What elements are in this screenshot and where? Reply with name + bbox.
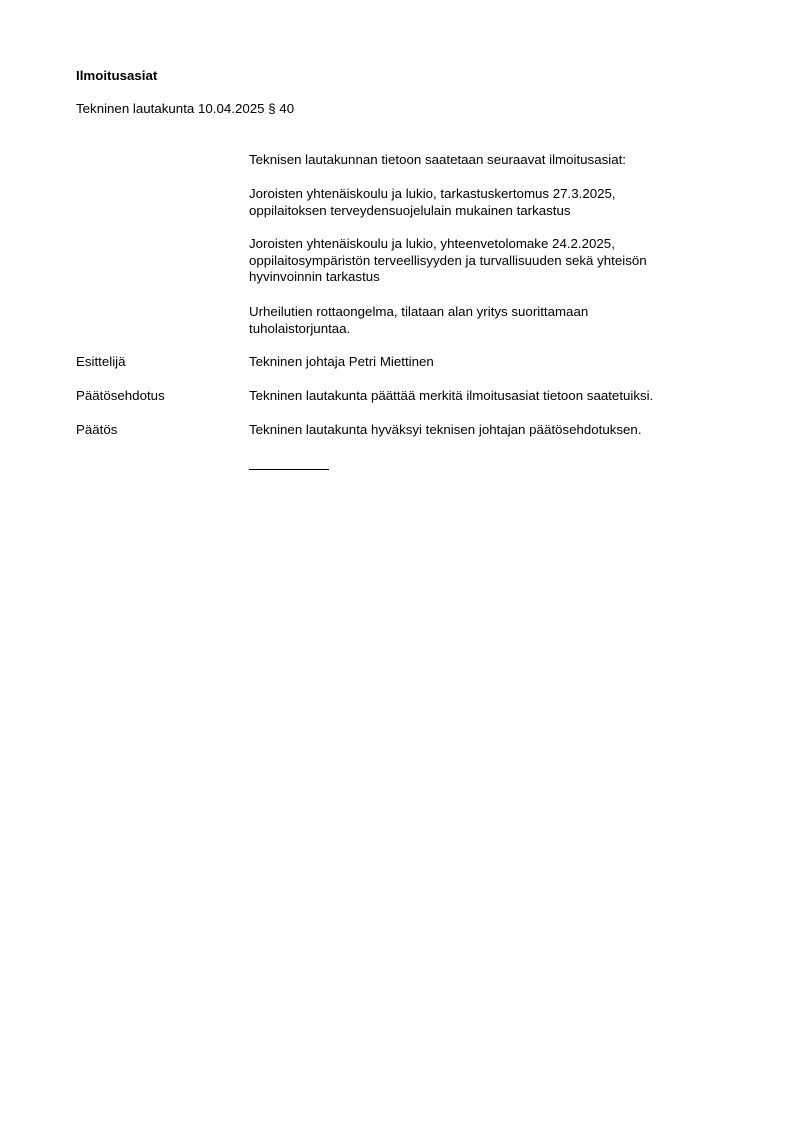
notice-item-line: oppilaitosympäristön terveellisyyden ja turvallisuuden sekä yhteisön [249, 252, 647, 268]
end-divider [249, 469, 329, 470]
meeting-reference: Tekninen lautakunta 10.04.2025 § 40 [76, 101, 295, 116]
proposal-value: Tekninen lautakunta päättää merkitä ilmoitusasiat tietoon saatetuiksi. [249, 388, 654, 403]
notice-item [249, 304, 719, 337]
presenter-value: Tekninen johtaja Petri Miettinen [249, 354, 434, 369]
notice-item-line: tuholaistorjuntaa. [249, 320, 351, 336]
proposal-label: Päätösehdotus [76, 388, 165, 403]
notice-item-line: Urheilutien rottaongelma, tilataan alan yritys suorittamaan [249, 304, 589, 319]
notice-item-line: oppilaitoksen terveydensuojelulain mukainen tarkastus [249, 202, 571, 218]
notice-item [249, 236, 719, 286]
decision-value: Tekninen lautakunta hyväksyi teknisen johtajan päätösehdotuksen. [249, 422, 642, 437]
notice-item-line: Joroisten yhtenäiskoulu ja lukio, tarkastuskertomus 27.3.2025, [249, 186, 616, 201]
intro-paragraph [249, 152, 719, 169]
decision-label: Päätös [76, 422, 118, 437]
notice-item-line: hyvinvoinnin tarkastus [249, 269, 380, 284]
presenter-label: Esittelijä [76, 354, 126, 369]
intro-text: Teknisen lautakunnan tietoon saatetaan seuraavat ilmoitusasiat: [249, 152, 626, 167]
notice-item [249, 186, 719, 219]
document-title: Ilmoitusasiat [76, 68, 158, 83]
notice-item-line: Joroisten yhtenäiskoulu ja lukio, yhteenvetolomake 24.2.2025, [249, 236, 615, 251]
